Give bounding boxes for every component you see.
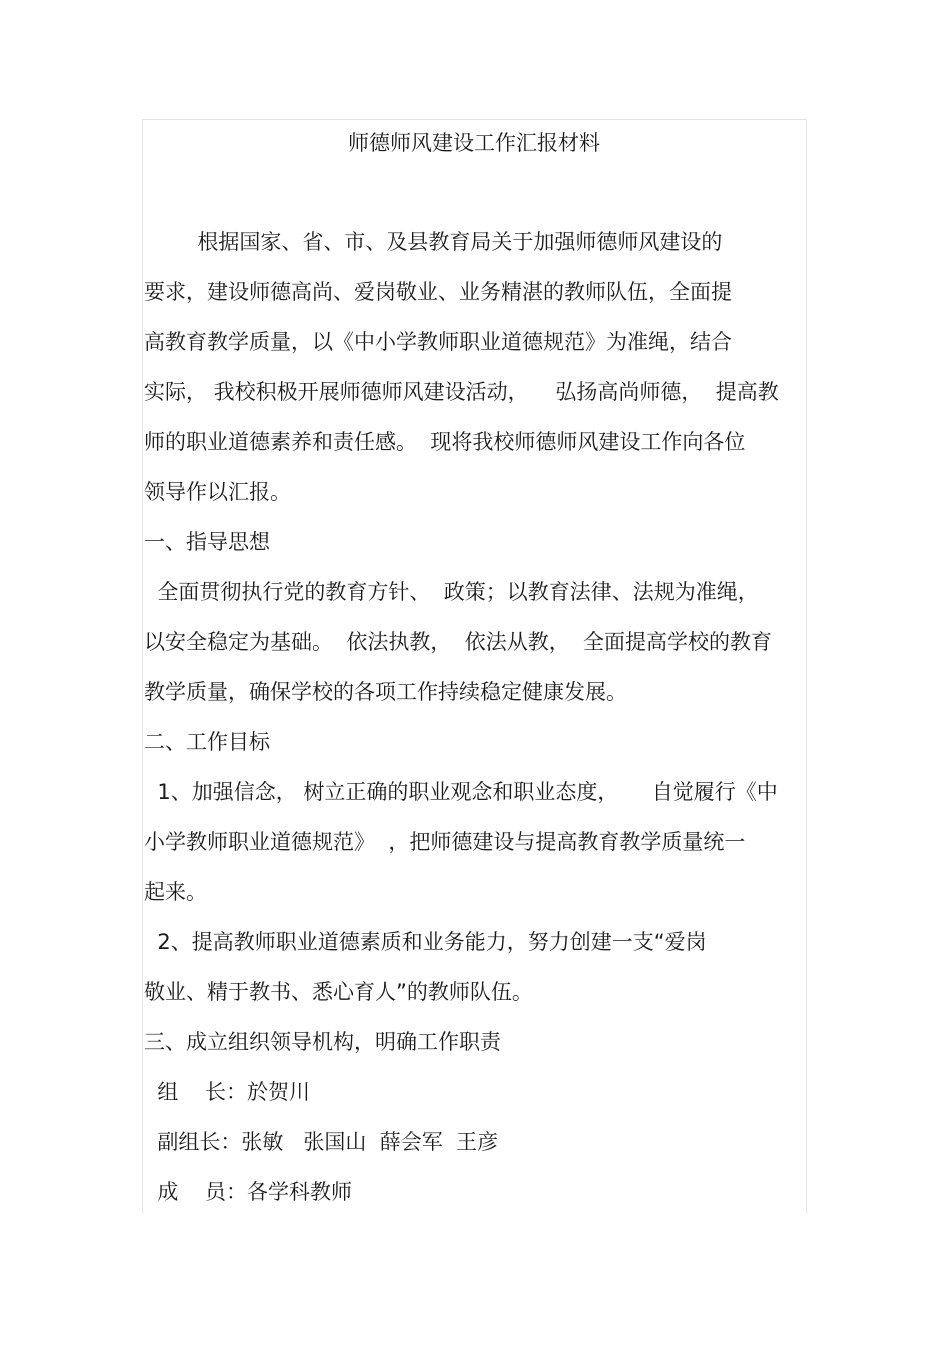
paragraph-line: 小学教师职业道德规范》 ，把师德建设与提高教育教学质量统一 (144, 830, 746, 854)
paragraph-line: 起来。 (144, 880, 207, 904)
team-leader-line: 组 长：於贺川 (144, 1080, 311, 1104)
members-line: 成 员：各学科教师 (144, 1180, 353, 1204)
paragraph-line: 2、提高教师职业道德素质和业务能力，努力创建一支“爱岗 (144, 930, 707, 954)
paragraph-line: 以安全稳定为基础。 依法执教， 依法从教， 全面提高学校的教育 (144, 630, 773, 654)
paragraph-line: 师的职业道德素养和责任感。 现将我校师德师风建设工作向各位 (144, 430, 746, 454)
paragraph-line: 根据国家、省、市、及县教育局关于加强师德师风建设的 (144, 230, 723, 254)
paragraph-line: 要求，建设师德高尚、爱岗敬业、业务精湛的教师队伍，全面提 (144, 280, 732, 304)
paragraph-line: 全面贯彻执行党的教育方针、 政策；以教育法律、法规为准绳， (144, 580, 759, 604)
paragraph-line: 领导作以汇报。 (144, 480, 291, 504)
deputy-leader-line: 副组长：张敏 张国山 薛会军 王彦 (144, 1130, 499, 1154)
section-heading-work-goals: 二、工作目标 (144, 730, 270, 754)
section-heading-guiding-thought: 一、指导思想 (144, 530, 270, 554)
document-title: 师德师风建设工作汇报材料 (348, 131, 600, 155)
paragraph-line: 1、加强信念， 树立正确的职业观念和职业态度， 自觉履行《中 (144, 780, 778, 804)
paragraph-line: 高教育教学质量，以《中小学教师职业道德规范》为准绳，结合 (144, 330, 732, 354)
paragraph-line: 实际， 我校积极开展师德师风建设活动， 弘扬高尚师德， 提高教 (144, 380, 779, 404)
paragraph-line: 教学质量，确保学校的各项工作持续稳定健康发展。 (144, 680, 627, 704)
section-heading-organization: 三、成立组织领导机构，明确工作职责 (144, 1030, 501, 1054)
paragraph-line: 敬业、精于教书、悉心育人”的教师队伍。 (144, 980, 533, 1004)
